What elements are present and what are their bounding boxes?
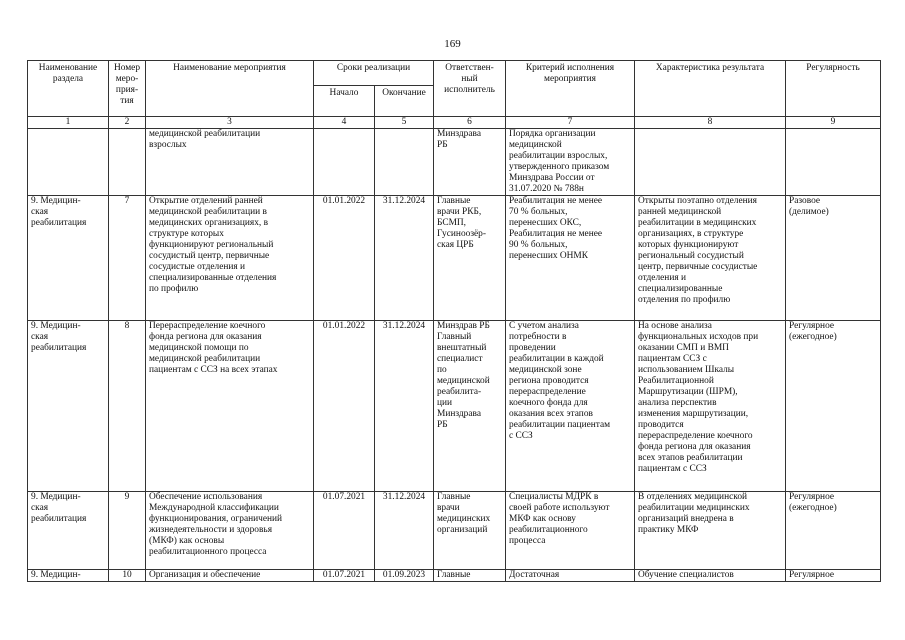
cell-activity: Организация и обеспечение	[146, 570, 314, 582]
header-end: Окончание	[375, 86, 434, 117]
header-implementation-period: Сроки реализации	[314, 61, 434, 86]
header-regularity: Регулярность	[786, 61, 881, 117]
cell-criterion: Достаточная	[506, 570, 635, 582]
column-number: 2	[109, 117, 146, 129]
column-numbers-row	[28, 117, 881, 129]
table-row	[28, 321, 881, 492]
column-number: 6	[434, 117, 506, 129]
cell-number	[109, 129, 146, 196]
cell-result: В отделениях медицинской реабилитации медицинских организаций внедрена в практику МКФ	[635, 492, 786, 570]
column-number: 5	[375, 117, 434, 129]
column-number: 7	[506, 117, 635, 129]
cell-section: 9. Медицин-	[28, 570, 109, 582]
cell-criterion: Специалисты МДРК в своей работе используют МКФ как основу реабилитационного процесса	[506, 492, 635, 570]
cell-activity: Перераспределение коечного фонда региона для оказания медицинской помощи по медицинской реабилитации пациентам с ССЗ на всех этапах	[146, 321, 314, 492]
cell-start: 01.07.2021	[314, 492, 375, 570]
cell-start: 01.01.2022	[314, 196, 375, 321]
table-row	[28, 570, 881, 582]
cell-regularity: Регулярное	[786, 570, 881, 582]
header-start: Начало	[314, 86, 375, 117]
cell-criterion: Порядка организации медицинской реабилитации взрослых, утвержденного приказом Минздрава России от 31.07.2020 № 788н	[506, 129, 635, 196]
cell-section: 9. Медицин- ская реабилитация	[28, 321, 109, 492]
column-number: 8	[635, 117, 786, 129]
header-criterion: Критерий исполнения мероприятия	[506, 61, 635, 117]
cell-activity: Открытие отделений ранней медицинской реабилитации в медицинских организациях, в структуре которых функционируют региональный сосудистый центр, первичные сосудистые отделения и специализированные отделения по профилю	[146, 196, 314, 321]
table-row	[28, 492, 881, 570]
cell-end: 31.12.2024	[375, 321, 434, 492]
cell-executor: Главные врачи РКБ, БСМП, Гусиноозёр- ская ЦРБ	[434, 196, 506, 321]
cell-end: 31.12.2024	[375, 196, 434, 321]
table-row	[28, 129, 881, 196]
cell-criterion: Реабилитация не менее 70 % больных, перенесших ОКС, Реабилитация не менее 90 % больных, перенесших ОНМК	[506, 196, 635, 321]
cell-regularity: Регулярное (ежегодное)	[786, 492, 881, 570]
cell-start: 01.07.2021	[314, 570, 375, 582]
cell-end	[375, 129, 434, 196]
cell-start	[314, 129, 375, 196]
cell-regularity: Регулярное (ежегодное)	[786, 321, 881, 492]
cell-regularity	[786, 129, 881, 196]
cell-activity: Обеспечение использования Международной классификации функционирования, ограничений жизнедеятельности и здоровья (МКФ) как основы реабилитационного процесса	[146, 492, 314, 570]
cell-regularity: Разовое (делимое)	[786, 196, 881, 321]
header-responsible-executor: Ответствен- ный исполнитель	[434, 61, 506, 117]
table-row	[28, 196, 881, 321]
header-section: Наименование раздела	[28, 61, 109, 117]
cell-result: Открыты поэтапно отделения ранней медицинской реабилитации в медицинских организациях, в структуре которых функционируют региональный сосудистый центр, первичные сосудистые отделения и специализированные отделения по профилю	[635, 196, 786, 321]
cell-end: 31.12.2024	[375, 492, 434, 570]
cell-number: 9	[109, 492, 146, 570]
cell-executor: Минздрава РБ	[434, 129, 506, 196]
column-number: 4	[314, 117, 375, 129]
column-number: 1	[28, 117, 109, 129]
cell-end: 01.09.2023	[375, 570, 434, 582]
cell-criterion: С учетом анализа потребности в проведении реабилитации в каждой медицинской зоне региона проводится перераспределение коечного фонда для оказания всех этапов реабилитации пациентам с ССЗ	[506, 321, 635, 492]
page-number: 169	[444, 38, 461, 50]
activities-table	[27, 60, 881, 582]
cell-number: 7	[109, 196, 146, 321]
cell-result	[635, 129, 786, 196]
cell-activity: медицинской реабилитации взрослых	[146, 129, 314, 196]
cell-number: 10	[109, 570, 146, 582]
cell-number: 8	[109, 321, 146, 492]
cell-result: На основе анализа функциональных исходов при оказании СМП и ВМП пациентам ССЗ с использованием Шкалы Реабилитационной Маршрутизации (ШРМ), анализа перспектив изменения маршрутизации, проводится перераспределение коечного фонда региона для оказания всех этапов реабилитации пациентам с ССЗ	[635, 321, 786, 492]
cell-start: 01.01.2022	[314, 321, 375, 492]
cell-executor: Минздрав РБ Главный внештатный специалист по медицинской реабилита- ции Минздрава РБ	[434, 321, 506, 492]
header-activity-number: Номер меро- прия- тия	[109, 61, 146, 117]
cell-section	[28, 129, 109, 196]
cell-result: Обучение специалистов	[635, 570, 786, 582]
header-activity-name: Наименование мероприятия	[146, 61, 314, 117]
column-number: 3	[146, 117, 314, 129]
cell-section: 9. Медицин- ская реабилитация	[28, 196, 109, 321]
column-number: 9	[786, 117, 881, 129]
cell-executor: Главные	[434, 570, 506, 582]
cell-section: 9. Медицин- ская реабилитация	[28, 492, 109, 570]
cell-executor: Главные врачи медицинских организаций	[434, 492, 506, 570]
header-result: Характеристика результата	[635, 61, 786, 117]
